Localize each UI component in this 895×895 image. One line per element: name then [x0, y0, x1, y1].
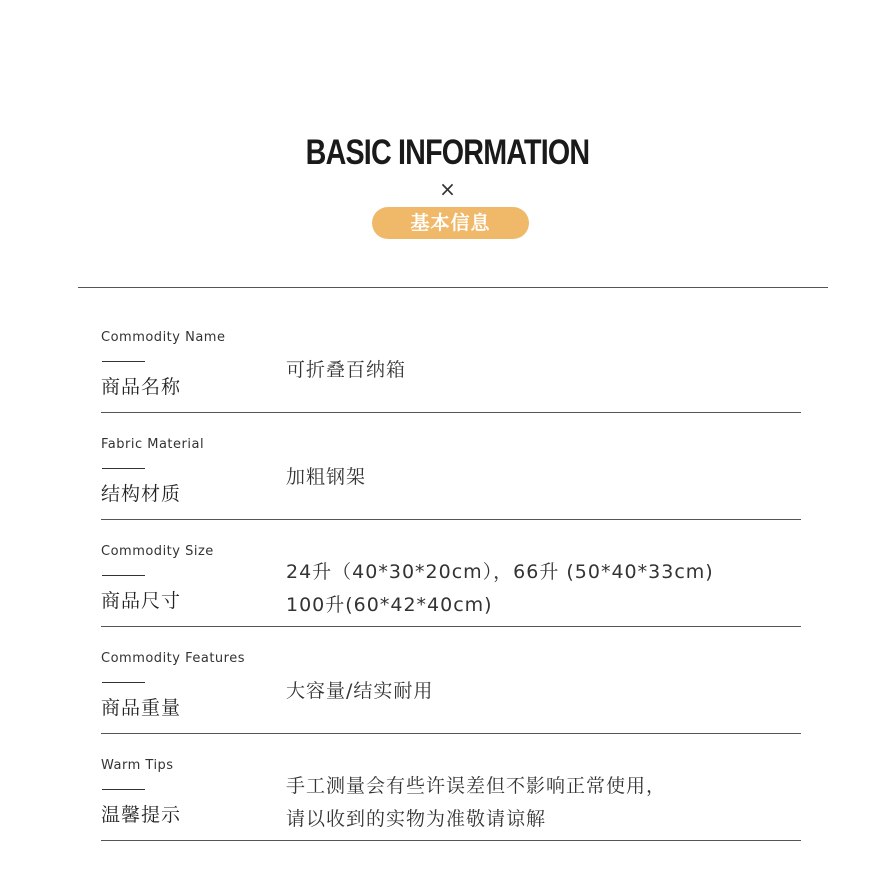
row-label-en: Fabric Material [101, 437, 205, 452]
row-label-en: Commodity Size [101, 544, 214, 559]
row-value-line: 100升(60*42*40cm) [286, 594, 493, 616]
label-dash [102, 468, 145, 469]
row-value [286, 461, 366, 494]
cross-icon: × [439, 177, 456, 201]
row-value [286, 556, 714, 622]
row-value-line: 请以收到的实物为准敬请谅解 [286, 808, 547, 830]
row-label-en: Warm Tips [101, 758, 174, 773]
row-value-line: 可折叠百纳箱 [286, 359, 407, 381]
label-dash [102, 789, 145, 790]
row-label-cn: 商品重量 [101, 697, 182, 719]
row-value [286, 354, 406, 387]
section-badge: 基本信息 [372, 207, 529, 239]
page-title: BASIC INFORMATION [305, 133, 590, 172]
row-value-line: 24升（40*30*20cm），66升 (50*40*33cm) [286, 561, 714, 583]
row-value-line: 手工测量会有些许误差但不影响正常使用， [286, 775, 667, 797]
info-table [101, 306, 801, 841]
row-label-cn: 温馨提示 [101, 804, 182, 826]
row-value [286, 770, 666, 836]
table-row-fabric-material [101, 413, 801, 520]
table-row-commodity-features [101, 627, 801, 734]
row-label-cn: 商品尺寸 [101, 590, 182, 612]
label-dash [102, 682, 145, 683]
table-row-commodity-name [101, 306, 801, 413]
label-dash [102, 575, 145, 576]
table-row-commodity-size [101, 520, 801, 627]
row-label-en: Commodity Features [101, 651, 245, 666]
row-label-cn: 商品名称 [101, 376, 182, 398]
row-value-line: 加粗钢架 [286, 466, 367, 488]
row-label-en: Commodity Name [101, 330, 226, 345]
row-value-line: 大容量/结实耐用 [286, 680, 434, 702]
row-value [286, 675, 433, 708]
divider [78, 287, 828, 288]
label-dash [102, 361, 145, 362]
row-label-cn: 结构材质 [101, 483, 182, 505]
table-row-warm-tips [101, 734, 801, 841]
